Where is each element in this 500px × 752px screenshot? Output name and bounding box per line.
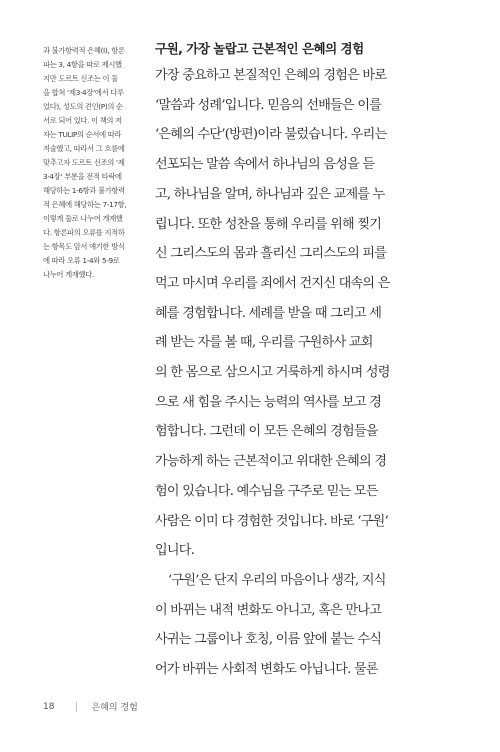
text-line: ‘말씀과 성례’입니다. 믿음의 선배들은 이를 <box>155 97 382 113</box>
sidebar-note <box>43 44 135 282</box>
page-footer <box>43 700 138 713</box>
sidebar-line: 었다), 성도의 견인(P)의 순 <box>43 102 123 111</box>
text-line: 례 받는 자를 볼 때, 우리를 구원하사 교회 <box>155 335 373 351</box>
sidebar-line: 적 은혜에 해당하는 7-17항, <box>43 200 127 209</box>
text-line: 어가 바뀌는 사회적 변화도 아닙니다. 물론 <box>155 662 378 678</box>
sidebar-line: 나누어 게재했다. <box>43 270 94 279</box>
text-line: 험합니다. 그런데 이 모든 은혜의 경험들을 <box>155 424 378 440</box>
text-line: 사귀는 그룹이나 호칭, 이름 앞에 붙는 수식 <box>155 632 382 648</box>
sidebar-line: 이렇게 둘로 나누어 게재했 <box>43 214 123 223</box>
text-line: 사람은 이미 다 경험한 것입니다. 바로 ‘구원’ <box>155 513 388 529</box>
text-line: ‘구원’은 단지 우리의 마음이나 생각, 지식 <box>168 572 386 588</box>
running-title: 은혜의 경험 <box>91 703 138 713</box>
text-line: 먹고 마시며 우리를 죄에서 건지신 대속의 은 <box>155 275 390 291</box>
sidebar-line: 자는 TULIP의 순서에 따라 <box>43 130 122 139</box>
sidebar-line: 다. 항론파의 오류를 지적하 <box>43 228 125 237</box>
sidebar-line: 저술했고, 따라서 그 흐름에 <box>43 144 125 153</box>
text-line: 신 그리스도의 몸과 흘리신 그리스도의 피를 <box>155 246 387 262</box>
main-text <box>155 38 460 685</box>
text-line: ‘은혜의 수단’(방편)이라 불렀습니다. 우리는 <box>155 127 387 143</box>
paragraph <box>155 566 460 685</box>
page-number: 18 <box>43 701 55 712</box>
text-line: 선포되는 말씀 속에서 하나님의 음성을 듣 <box>155 157 375 173</box>
text-line: 가장 중요하고 본질적인 은혜의 경험은 바로 <box>155 68 387 83</box>
body-paragraphs <box>155 61 460 685</box>
sidebar-line: 지만 도르트 신조는 이 둘 <box>43 74 118 83</box>
paragraph <box>155 61 460 566</box>
sidebar-line: 서로 되어 있다. 이 책의 저 <box>43 116 122 125</box>
sidebar-line: 과 불가항력적 은혜(I), 항론 <box>43 46 125 55</box>
sidebar-line: 맞추고자 도르트 신조의 ‘제 <box>43 158 125 167</box>
text-line: 험이 있습니다. 예수님을 구주로 믿는 모든 <box>155 483 378 499</box>
section-heading: 구원, 가장 놀랍고 근본적인 은혜의 경험 <box>155 41 364 56</box>
text-line: 가능하게 하는 근본적이고 위대한 은혜의 경 <box>155 454 387 470</box>
text-line: 입니다. <box>155 543 195 559</box>
text-line: 이 바뀌는 내적 변화도 아니고, 혹은 만나고 <box>155 602 382 618</box>
footer-divider <box>76 702 77 712</box>
text-line: 고, 하나님을 알며, 하나님과 깊은 교제를 누 <box>155 186 385 202</box>
text-line: 의 한 몸으로 삼으시고 거룩하게 하시며 성령 <box>155 365 390 381</box>
sidebar-line: 에 따라 오류 1-4와 5-9로 <box>43 256 120 265</box>
text-line: 혜를 경험합니다. 세례를 받을 때 그리고 세 <box>155 305 382 321</box>
text-line: 으로 새 힘을 주시는 능력의 역사를 보고 경 <box>155 394 382 410</box>
text-line: 립니다. 또한 성찬을 통해 우리를 위해 찢기 <box>155 216 382 232</box>
sidebar-line: 을 합쳐 ‘제3·4장’에서 다루 <box>43 88 124 97</box>
sidebar-line: 는 항목도 앞서 얘기한 방식 <box>43 242 125 251</box>
sidebar-line: 3·4장’ 부분을 전적 타락에 <box>43 172 122 181</box>
sidebar-line: 해당하는 1-6항과 불가항력 <box>43 186 125 195</box>
sidebar-line: 파는 3, 4항을 따로 제시했 <box>43 60 122 69</box>
